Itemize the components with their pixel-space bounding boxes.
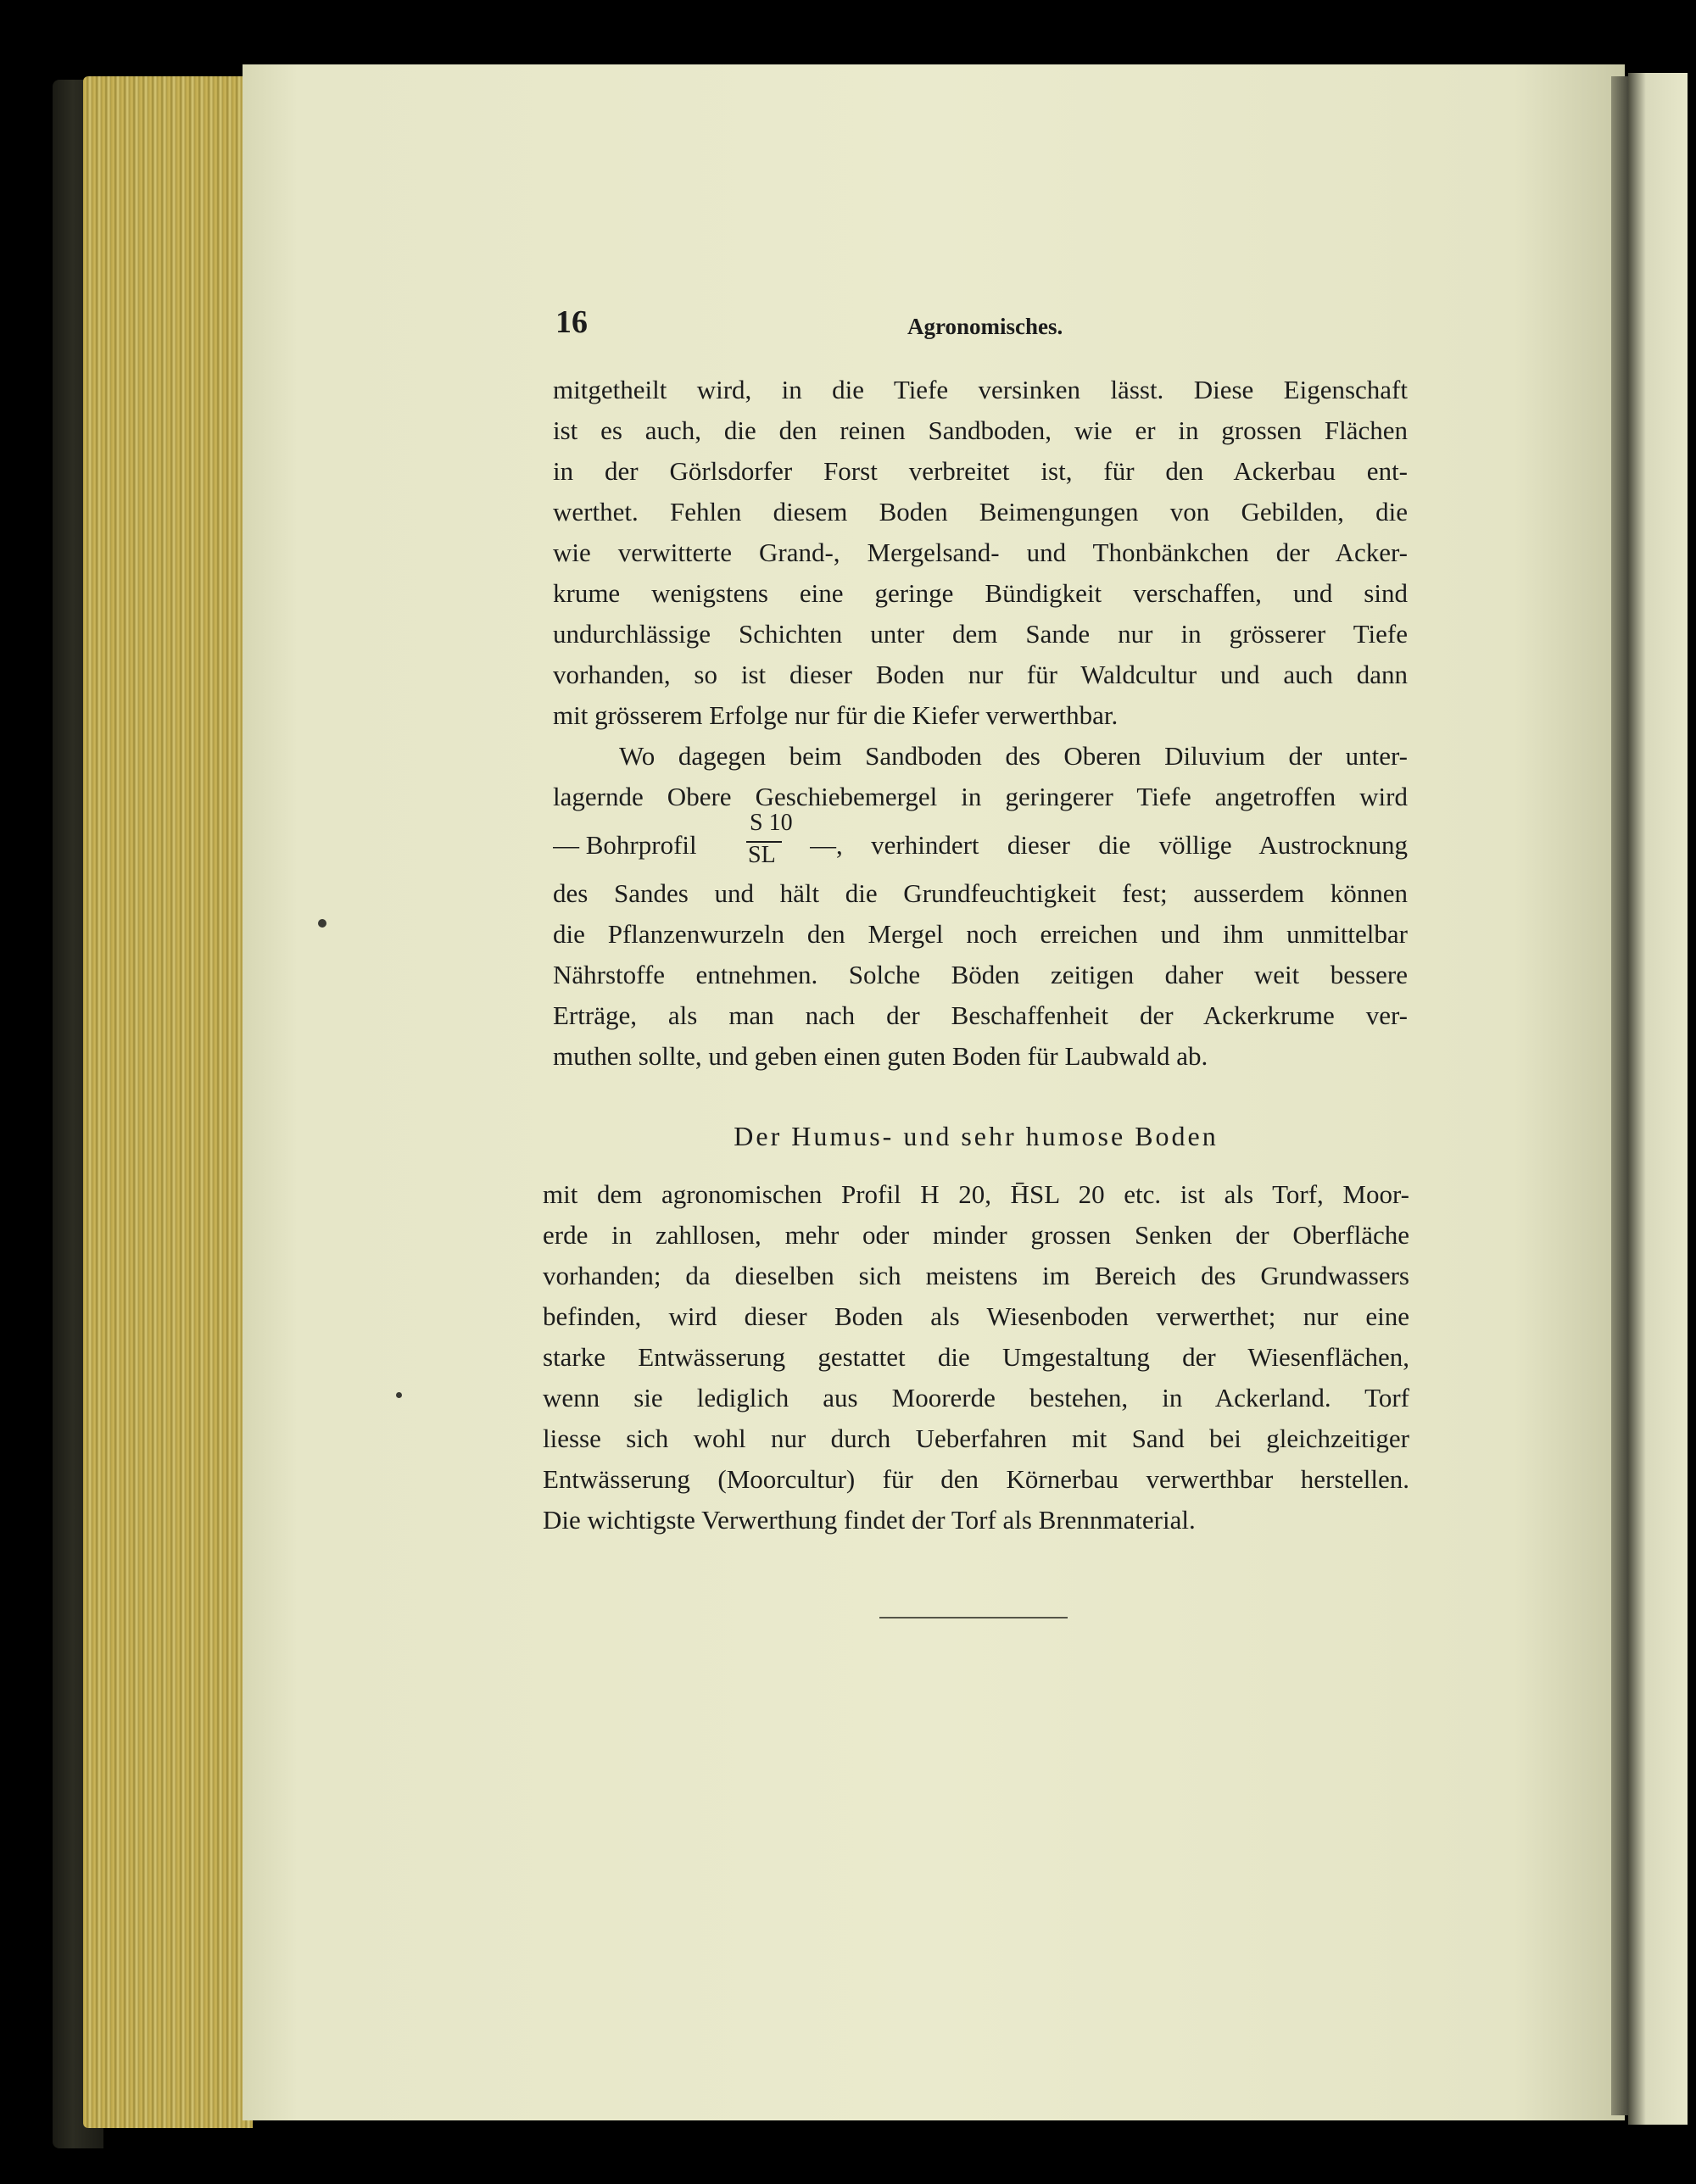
text-line: starke Entwässerung gestattet die Umgestaltung der Wiesenflächen, [543, 1342, 1409, 1372]
text-line: Wo dagegen beim Sandboden des Oberen Diluvium der unter- [619, 741, 1408, 771]
text-line: werthet. Fehlen diesem Boden Beimengungen von Gebilden, die [553, 497, 1408, 526]
running-head: Agronomisches. [907, 314, 1063, 339]
text-line: ist es auch, die den reinen Sandboden, wie er in grossen Flächen [553, 415, 1408, 445]
section-heading: Der Humus- und sehr humose Boden [734, 1121, 1219, 1151]
text-line: mit dem agronomischen Profil H 20, H̄SL 20 etc. ist als Torf, Moor- [543, 1179, 1409, 1209]
text-line-fragment: — Bohrprofil [553, 830, 697, 860]
text-line: undurchlässige Schichten unter dem Sande nur in grösserer Tiefe [553, 619, 1408, 649]
text-line: vorhanden; da dieselben sich meistens im Bereich des Grundwassers [543, 1261, 1409, 1290]
text-line: krume wenigstens eine geringe Bündigkeit verschaffen, und sind [553, 578, 1408, 608]
page-number: 16 [555, 304, 588, 340]
text-line: die Pflanzenwurzeln den Mergel noch erreichen und ihm unmittelbar [553, 919, 1408, 949]
text-line: mitgetheilt wird, in die Tiefe versinken lässt. Diese Eigenschaft [553, 375, 1408, 404]
facing-page-edge [1628, 73, 1688, 2125]
page-header [555, 304, 1412, 354]
fraction-denominator: SL [748, 842, 776, 868]
text-line: Erträge, als man nach der Beschaffenheit der Ackerkrume ver- [553, 1000, 1408, 1030]
text-line: wie verwitterte Grand-, Mergelsand- und Thonbänkchen der Acker- [553, 538, 1408, 567]
fraction-numerator: S 10 [750, 810, 793, 836]
paper-speck [318, 919, 326, 928]
text-line: muthen sollte, und geben einen guten Boden für Laubwald ab. [553, 1041, 1208, 1071]
text-line: Nährstoffe entnehmen. Solche Böden zeitigen daher weit bessere [553, 960, 1408, 989]
text-line: wenn sie lediglich aus Moorerde bestehen, in Ackerland. Torf [543, 1383, 1409, 1412]
bohrprofil-fraction [746, 810, 797, 869]
text-line: des Sandes und hält die Grundfeuchtigkeit fest; ausserdem können [553, 878, 1408, 908]
book-page-edges [83, 76, 253, 2128]
text-line-fragment: —, verhindert dieser die völlige Austrocknung [810, 830, 1408, 860]
text-line: liesse sich wohl nur durch Ueberfahren mit Sand bei gleichzeitiger [543, 1424, 1409, 1453]
text-line: vorhanden, so ist dieser Boden nur für Waldcultur und auch dann [553, 660, 1408, 689]
text-line: Die wichtigste Verwerthung findet der Torf als Brennmaterial. [543, 1505, 1196, 1535]
text-line: erde in zahllosen, mehr oder minder grossen Senken der Oberfläche [543, 1220, 1409, 1250]
paper-speck [396, 1392, 402, 1398]
text-line: mit grösserem Erfolge nur für die Kiefer verwerthbar. [553, 700, 1119, 730]
text-line: Entwässerung (Moorcultur) für den Körnerbau verwerthbar herstellen. [543, 1464, 1409, 1494]
text-line: befinden, wird dieser Boden als Wiesenboden verwerthet; nur eine [543, 1301, 1409, 1331]
text-line: lagernde Obere Geschiebemergel in geringerer Tiefe angetroffen wird [553, 782, 1408, 811]
text-line: in der Görlsdorfer Forst verbreitet ist, für den Ackerbau ent- [553, 456, 1408, 486]
end-rule [879, 1617, 1068, 1618]
